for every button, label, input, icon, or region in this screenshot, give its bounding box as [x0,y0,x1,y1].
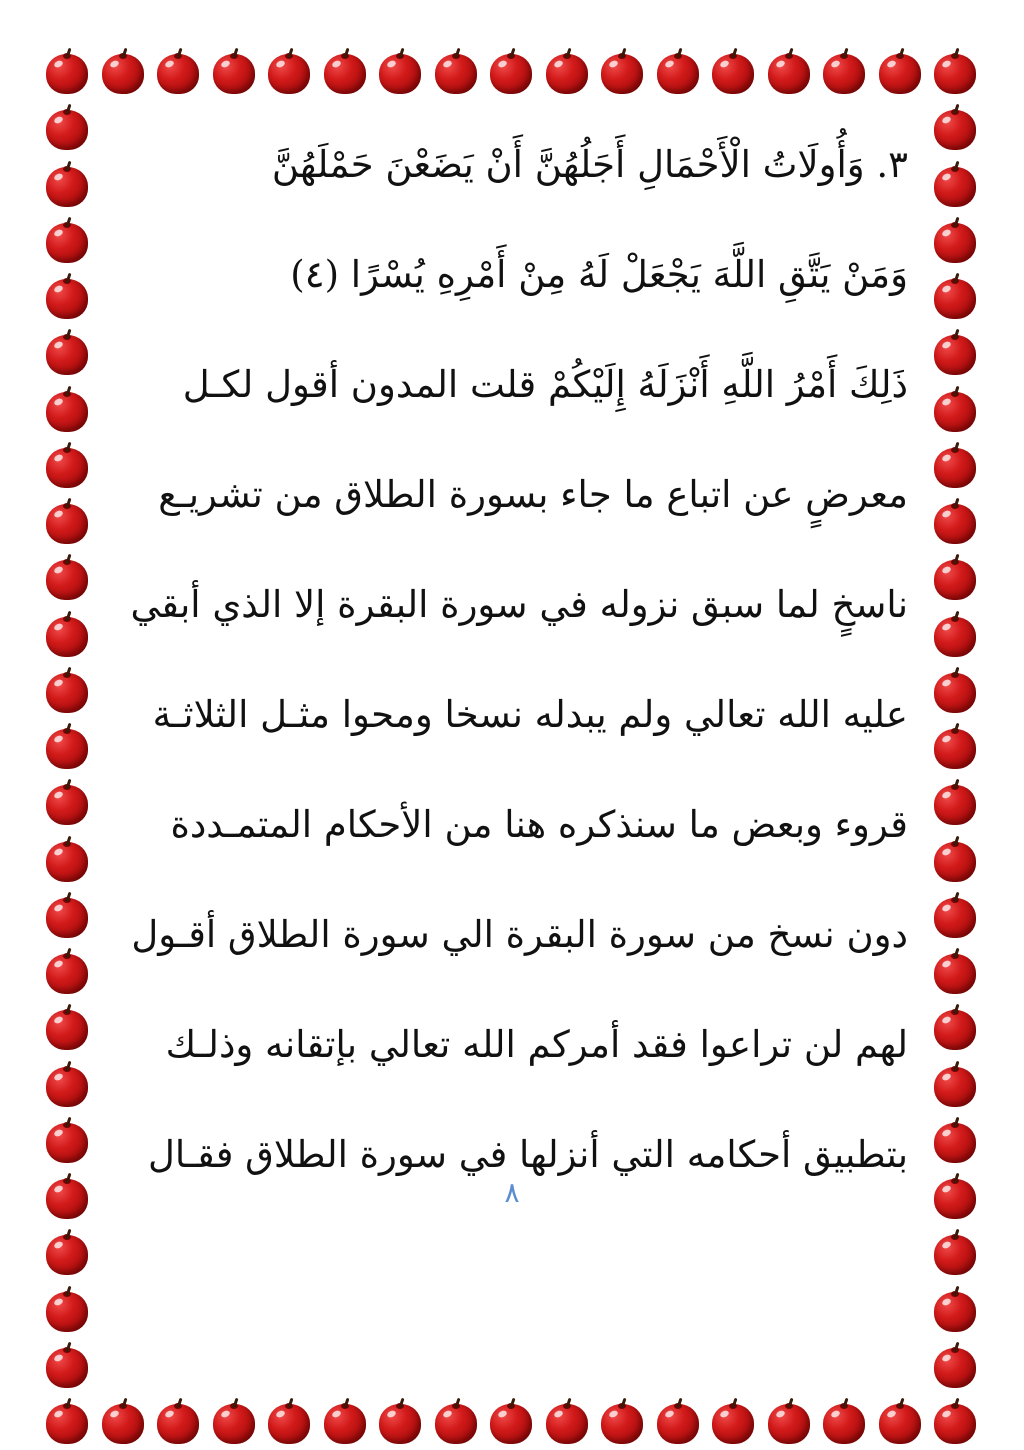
apple-icon [766,1398,812,1446]
text-line-10: بتطبيق أحكامه التي أنزلها في سورة الطلاق فقـال [148,1133,908,1176]
apple-icon [599,1398,645,1446]
apple-icon [932,161,978,209]
apple-icon [322,1398,368,1446]
apple-icon [488,48,534,96]
apple-icon [44,1004,90,1052]
document-body [128,110,908,1210]
apple-icon [44,329,90,377]
apple-icon [932,836,978,884]
apple-icon [266,1398,312,1446]
text-line-7: قروء وبعض ما سنذكره هنا من الأحكام المتمـددة [170,803,908,846]
apple-icon [44,723,90,771]
apple-icon [44,386,90,434]
apple-icon [710,48,756,96]
apple-icon [932,48,978,96]
text-line-4: معرضٍ عن اتباع ما جاء بسورة الطلاق من تشريـع [158,473,908,516]
apple-icon [44,1173,90,1221]
apple-icon [932,273,978,321]
apple-icon [433,48,479,96]
apple-icon [932,892,978,940]
apple-icon [821,1398,867,1446]
apple-icon [44,611,90,659]
apple-icon [44,217,90,265]
apple-icon [44,498,90,546]
apple-icon [932,611,978,659]
apple-icon [932,1061,978,1109]
apple-icon [544,1398,590,1446]
apple-icon [44,1117,90,1165]
apple-icon [932,667,978,715]
apple-icon [44,104,90,152]
apple-icon [766,48,812,96]
apple-icon [932,386,978,434]
apple-icon [44,779,90,827]
apple-icon [44,273,90,321]
apple-icon [599,48,645,96]
apple-icon [44,1229,90,1277]
apple-icon [932,1286,978,1334]
apple-icon [211,1398,257,1446]
apple-icon [932,948,978,996]
apple-icon [932,723,978,771]
apple-icon [377,1398,423,1446]
apple-icon [44,892,90,940]
apple-icon [932,329,978,377]
text-line-8: دون نسخ من سورة البقرة الي سورة الطلاق أقـول [131,913,908,956]
apple-icon [155,1398,201,1446]
text-line-1: ٣. وَأُولَاتُ الْأَحْمَالِ أَجَلُهُنَّ أَنْ يَضَعْنَ حَمْلَهُنَّ [271,143,908,186]
apple-icon [44,836,90,884]
text-line-5: ناسخٍ لما سبق نزوله في سورة البقرة إلا الذي أبقي [130,583,908,626]
apple-icon [932,217,978,265]
apple-icon [100,1398,146,1446]
apple-icon [932,1229,978,1277]
apple-icon [322,48,368,96]
apple-icon [932,1004,978,1052]
apple-icon [44,1286,90,1334]
apple-icon [932,104,978,152]
apple-icon [266,48,312,96]
apple-icon [932,1117,978,1165]
apple-icon [544,48,590,96]
apple-icon [932,442,978,490]
text-line-6: عليه الله تعالي ولم يبدله نسخا ومحوا مثـل الثلاثـة [152,693,908,736]
apple-icon [655,48,701,96]
apple-icon [932,554,978,602]
apple-icon [821,48,867,96]
apple-icon [44,554,90,602]
apple-icon [932,1342,978,1390]
apple-icon [211,48,257,96]
apple-icon [44,48,90,96]
text-line-9: لهم لن تراعوا فقد أمركم الله تعالي بإتقانه وذلـك [165,1023,908,1066]
apple-icon [44,1061,90,1109]
page-number: ٨ [504,1176,520,1209]
apple-icon [932,779,978,827]
apple-icon [44,161,90,209]
apple-icon [155,48,201,96]
text-line-2: وَمَنْ يَتَّقِ اللَّهَ يَجْعَلْ لَهُ مِنْ أَمْرِهِ يُسْرًا (٤) [290,253,908,296]
apple-icon [877,1398,923,1446]
apple-icon [710,1398,756,1446]
apple-icon [44,667,90,715]
apple-icon [44,1398,90,1446]
apple-icon [377,48,423,96]
apple-icon [932,498,978,546]
apple-icon [44,948,90,996]
apple-icon [932,1398,978,1446]
apple-icon [932,1173,978,1221]
text-line-3: ذَلِكَ أَمْرُ اللَّهِ أَنْزَلَهُ إِلَيْكُمْ قلت المدون أقول لكـل [182,363,908,406]
apple-icon [877,48,923,96]
apple-icon [44,1342,90,1390]
apple-icon [44,442,90,490]
apple-icon [488,1398,534,1446]
apple-icon [433,1398,479,1446]
apple-icon [100,48,146,96]
apple-icon [655,1398,701,1446]
